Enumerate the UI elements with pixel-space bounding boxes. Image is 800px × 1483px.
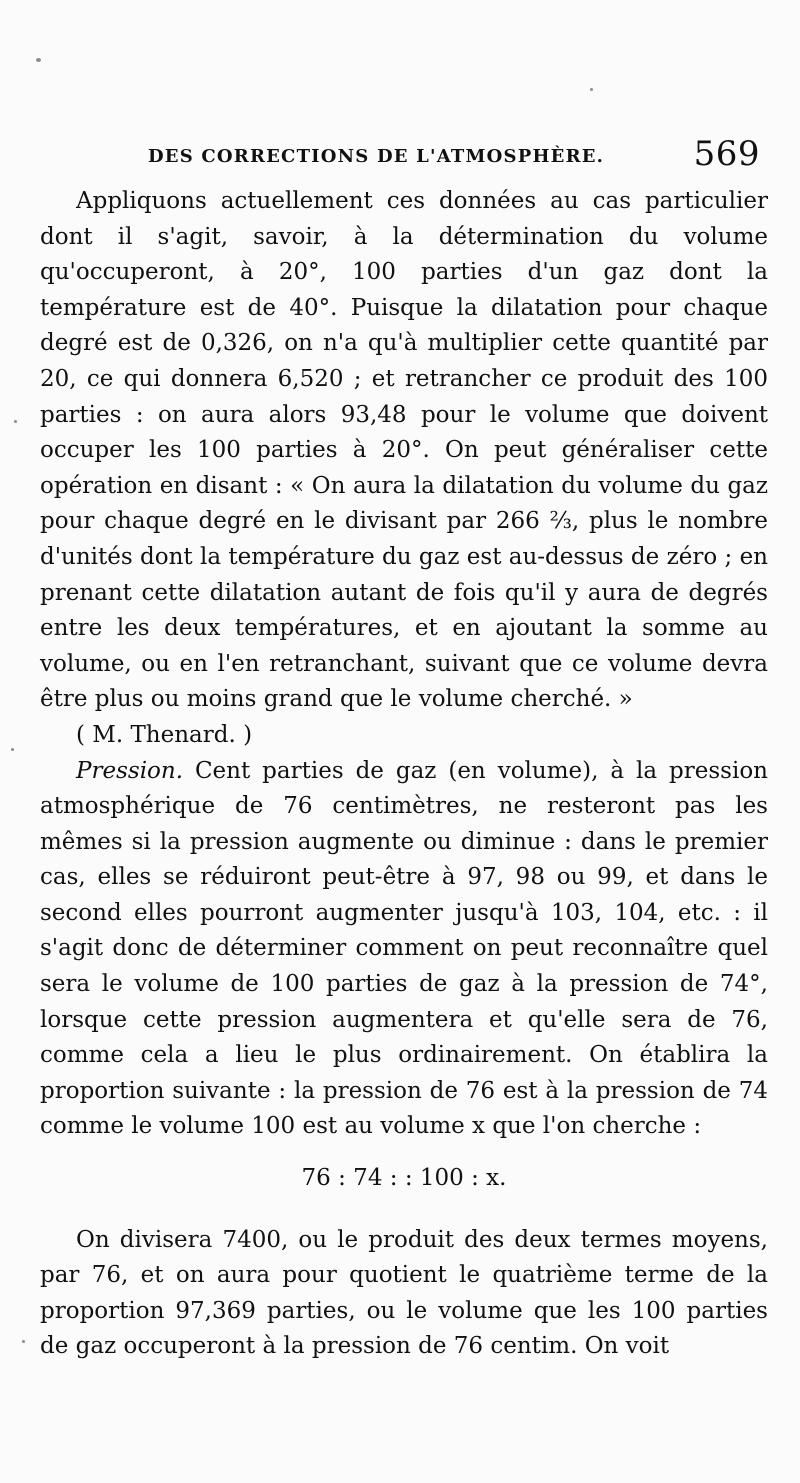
ink-speck	[22, 1340, 25, 1343]
paragraph-1	[40, 184, 768, 754]
paragraph-3: On divisera 7400, ou le produit des deux termes moyens, par 76, et on aura pour quotient le quatrième terme de la proportion 97,369 parties, ou le volume que les 100 parties de gaz occuperont à la pression de 76 centim. On voit	[40, 1226, 768, 1360]
running-head: DES CORRECTIONS DE L'ATMOSPHÈRE.	[148, 146, 605, 167]
pression-label: Pression.	[76, 757, 184, 784]
paragraph-1-text: Appliquons actuellement ces données au cas particulier dont il s'agit, savoir, à la détermination du volume qu'occuperont, à 20°, 100 parties d'un gaz dont la température est de 40°. Puisque la dilatation pour chaque degré est de 0,326, on n'a qu'à multiplier cette quantité par 20, ce qui donnera 6,520 ; et retrancher ce produit des 100 parties : on aura alors 93,48 pour le volume que doivent occuper les 100 parties à 20°. On peut généraliser cette opération en disant : « On aura la dilatation du volume du gaz pour chaque degré en le divisant par 266 ⅔, plus le nombre d'unités dont la température du gaz est au-dessus de zéro ; en prenant cette dilatation autant de fois qu'il y aura de degrés entre les deux températures, et en ajoutant la somme au volume, ou en l'en retranchant, suivant que ce volume devra être plus ou moins grand que le volume cherché. »	[40, 188, 768, 713]
page-number: 569	[693, 134, 760, 174]
ink-speck	[36, 58, 41, 62]
page-header	[38, 134, 762, 180]
ink-speck	[14, 420, 17, 423]
proportion-equation: 76 : 74 : : 100 : x.	[301, 1165, 507, 1192]
page-body	[40, 184, 768, 1365]
paragraph-2	[40, 754, 768, 1146]
paragraph-2-text: Cent parties de gaz (en volume), à la pression atmosphérique de 76 centimètres, ne resteront pas les mêmes si la pression augmente ou diminue : dans le premier cas, elles se réduiront peut-être à 97, 98 ou 99, et dans le second elles pourront augmenter jusqu'à 103, 104, etc. : il s'agit donc de déterminer comment on peut reconnaître quel sera le volume de 100 parties de gaz à la pression de 74°, lorsque cette pression augmentera et qu'elle sera de 76, comme cela a lieu le plus ordinairement. On établira la proportion suivante : la pression de 76 est à la pression de 74 comme le volume 100 est au volume x que l'on cherche :	[40, 757, 768, 1140]
ink-speck	[590, 88, 593, 91]
citation-thenard: ( M. Thenard. )	[76, 721, 253, 748]
ink-speck	[11, 748, 14, 751]
